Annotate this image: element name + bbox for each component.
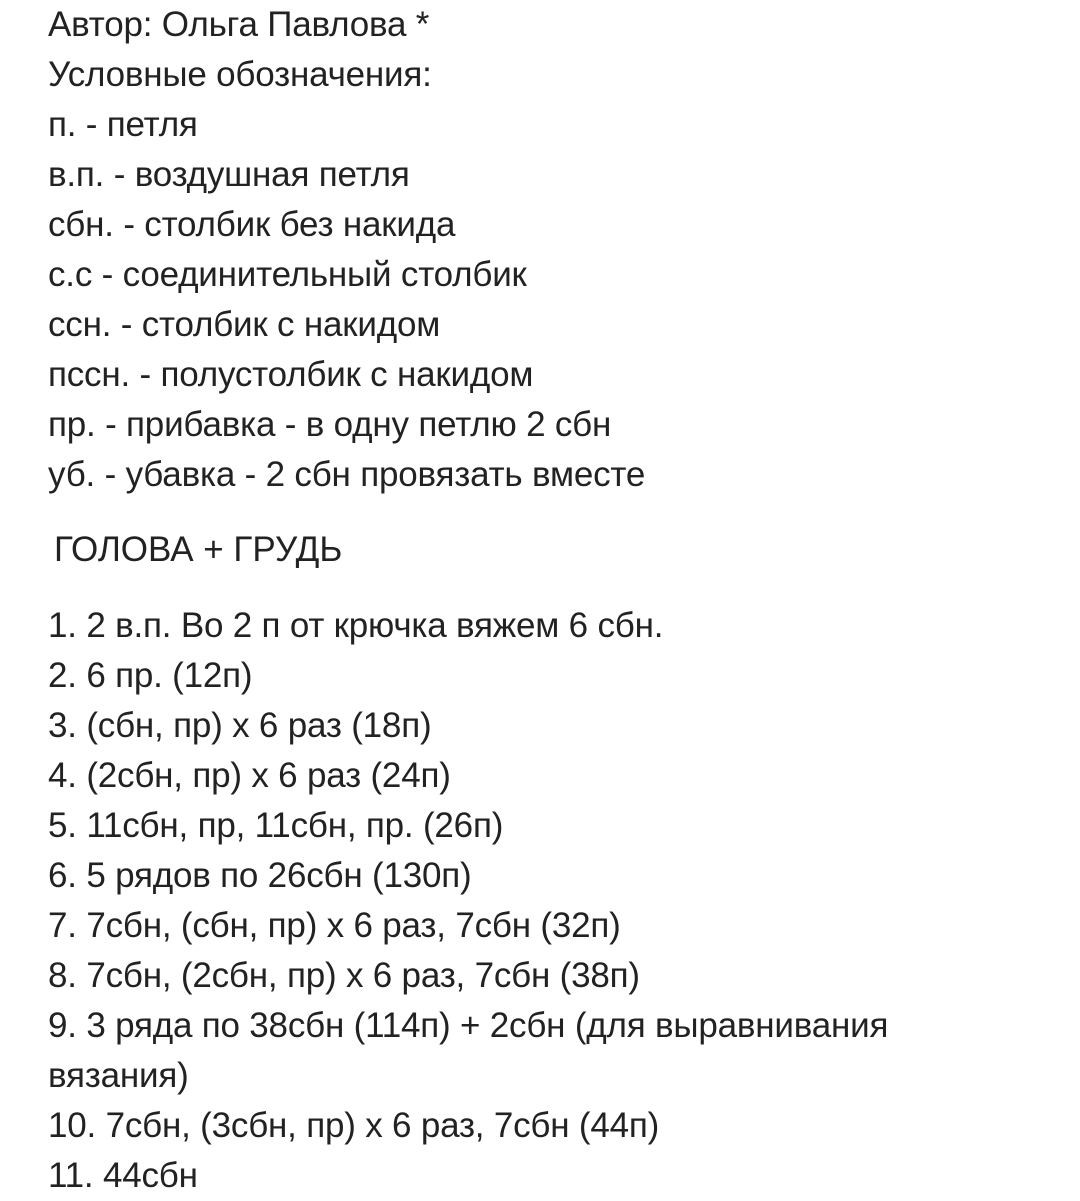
legend-item: п. - петля bbox=[48, 105, 198, 144]
legend-item: пссн. - полустолбик с накидом bbox=[48, 355, 534, 394]
section-title: ГОЛОВА + ГРУДЬ bbox=[54, 530, 343, 569]
author-line: Автор: Ольга Павлова * bbox=[48, 5, 430, 44]
legend-list bbox=[48, 100, 1048, 500]
legend-item: ссн. - столбик с накидом bbox=[48, 305, 441, 344]
legend-item: с.с - соединительный столбик bbox=[48, 255, 527, 294]
step-line: 5. 11сбн, пр, 11сбн, пр. (26п) bbox=[48, 806, 504, 845]
legend-item: сбн. - столбик без накида bbox=[48, 205, 456, 244]
step-line: 8. 7сбн, (2сбн, пр) х 6 раз, 7сбн (38п) bbox=[48, 956, 640, 995]
legend-item: уб. - убавка - 2 сбн провязать вместе bbox=[48, 455, 646, 494]
step-line: вязания) bbox=[48, 1056, 189, 1095]
step-line: 6. 5 рядов по 26сбн (130п) bbox=[48, 856, 472, 895]
step-line: 10. 7сбн, (3сбн, пр) х 6 раз, 7сбн (44п) bbox=[48, 1106, 660, 1145]
legend-title: Условные обозначения: bbox=[48, 55, 432, 94]
step-line: 2. 6 пр. (12п) bbox=[48, 656, 253, 695]
step-line: 7. 7сбн, (сбн, пр) х 6 раз, 7сбн (32п) bbox=[48, 906, 621, 945]
step-line: 1. 2 в.п. Во 2 п от крючка вяжем 6 сбн. bbox=[48, 606, 664, 645]
legend-item: в.п. - воздушная петля bbox=[48, 155, 410, 194]
document-body bbox=[48, 0, 1048, 1201]
legend-item: пр. - прибавка - в одну петлю 2 сбн bbox=[48, 405, 612, 444]
step-line: 4. (2сбн, пр) х 6 раз (24п) bbox=[48, 756, 451, 795]
step-line: 9. 3 ряда по 38сбн (114п) + 2сбн (для выравнивания bbox=[48, 1006, 889, 1045]
step-line: 11. 44сбн bbox=[48, 1156, 198, 1195]
step-line: 3. (сбн, пр) х 6 раз (18п) bbox=[48, 706, 432, 745]
steps-list bbox=[48, 601, 1048, 1201]
